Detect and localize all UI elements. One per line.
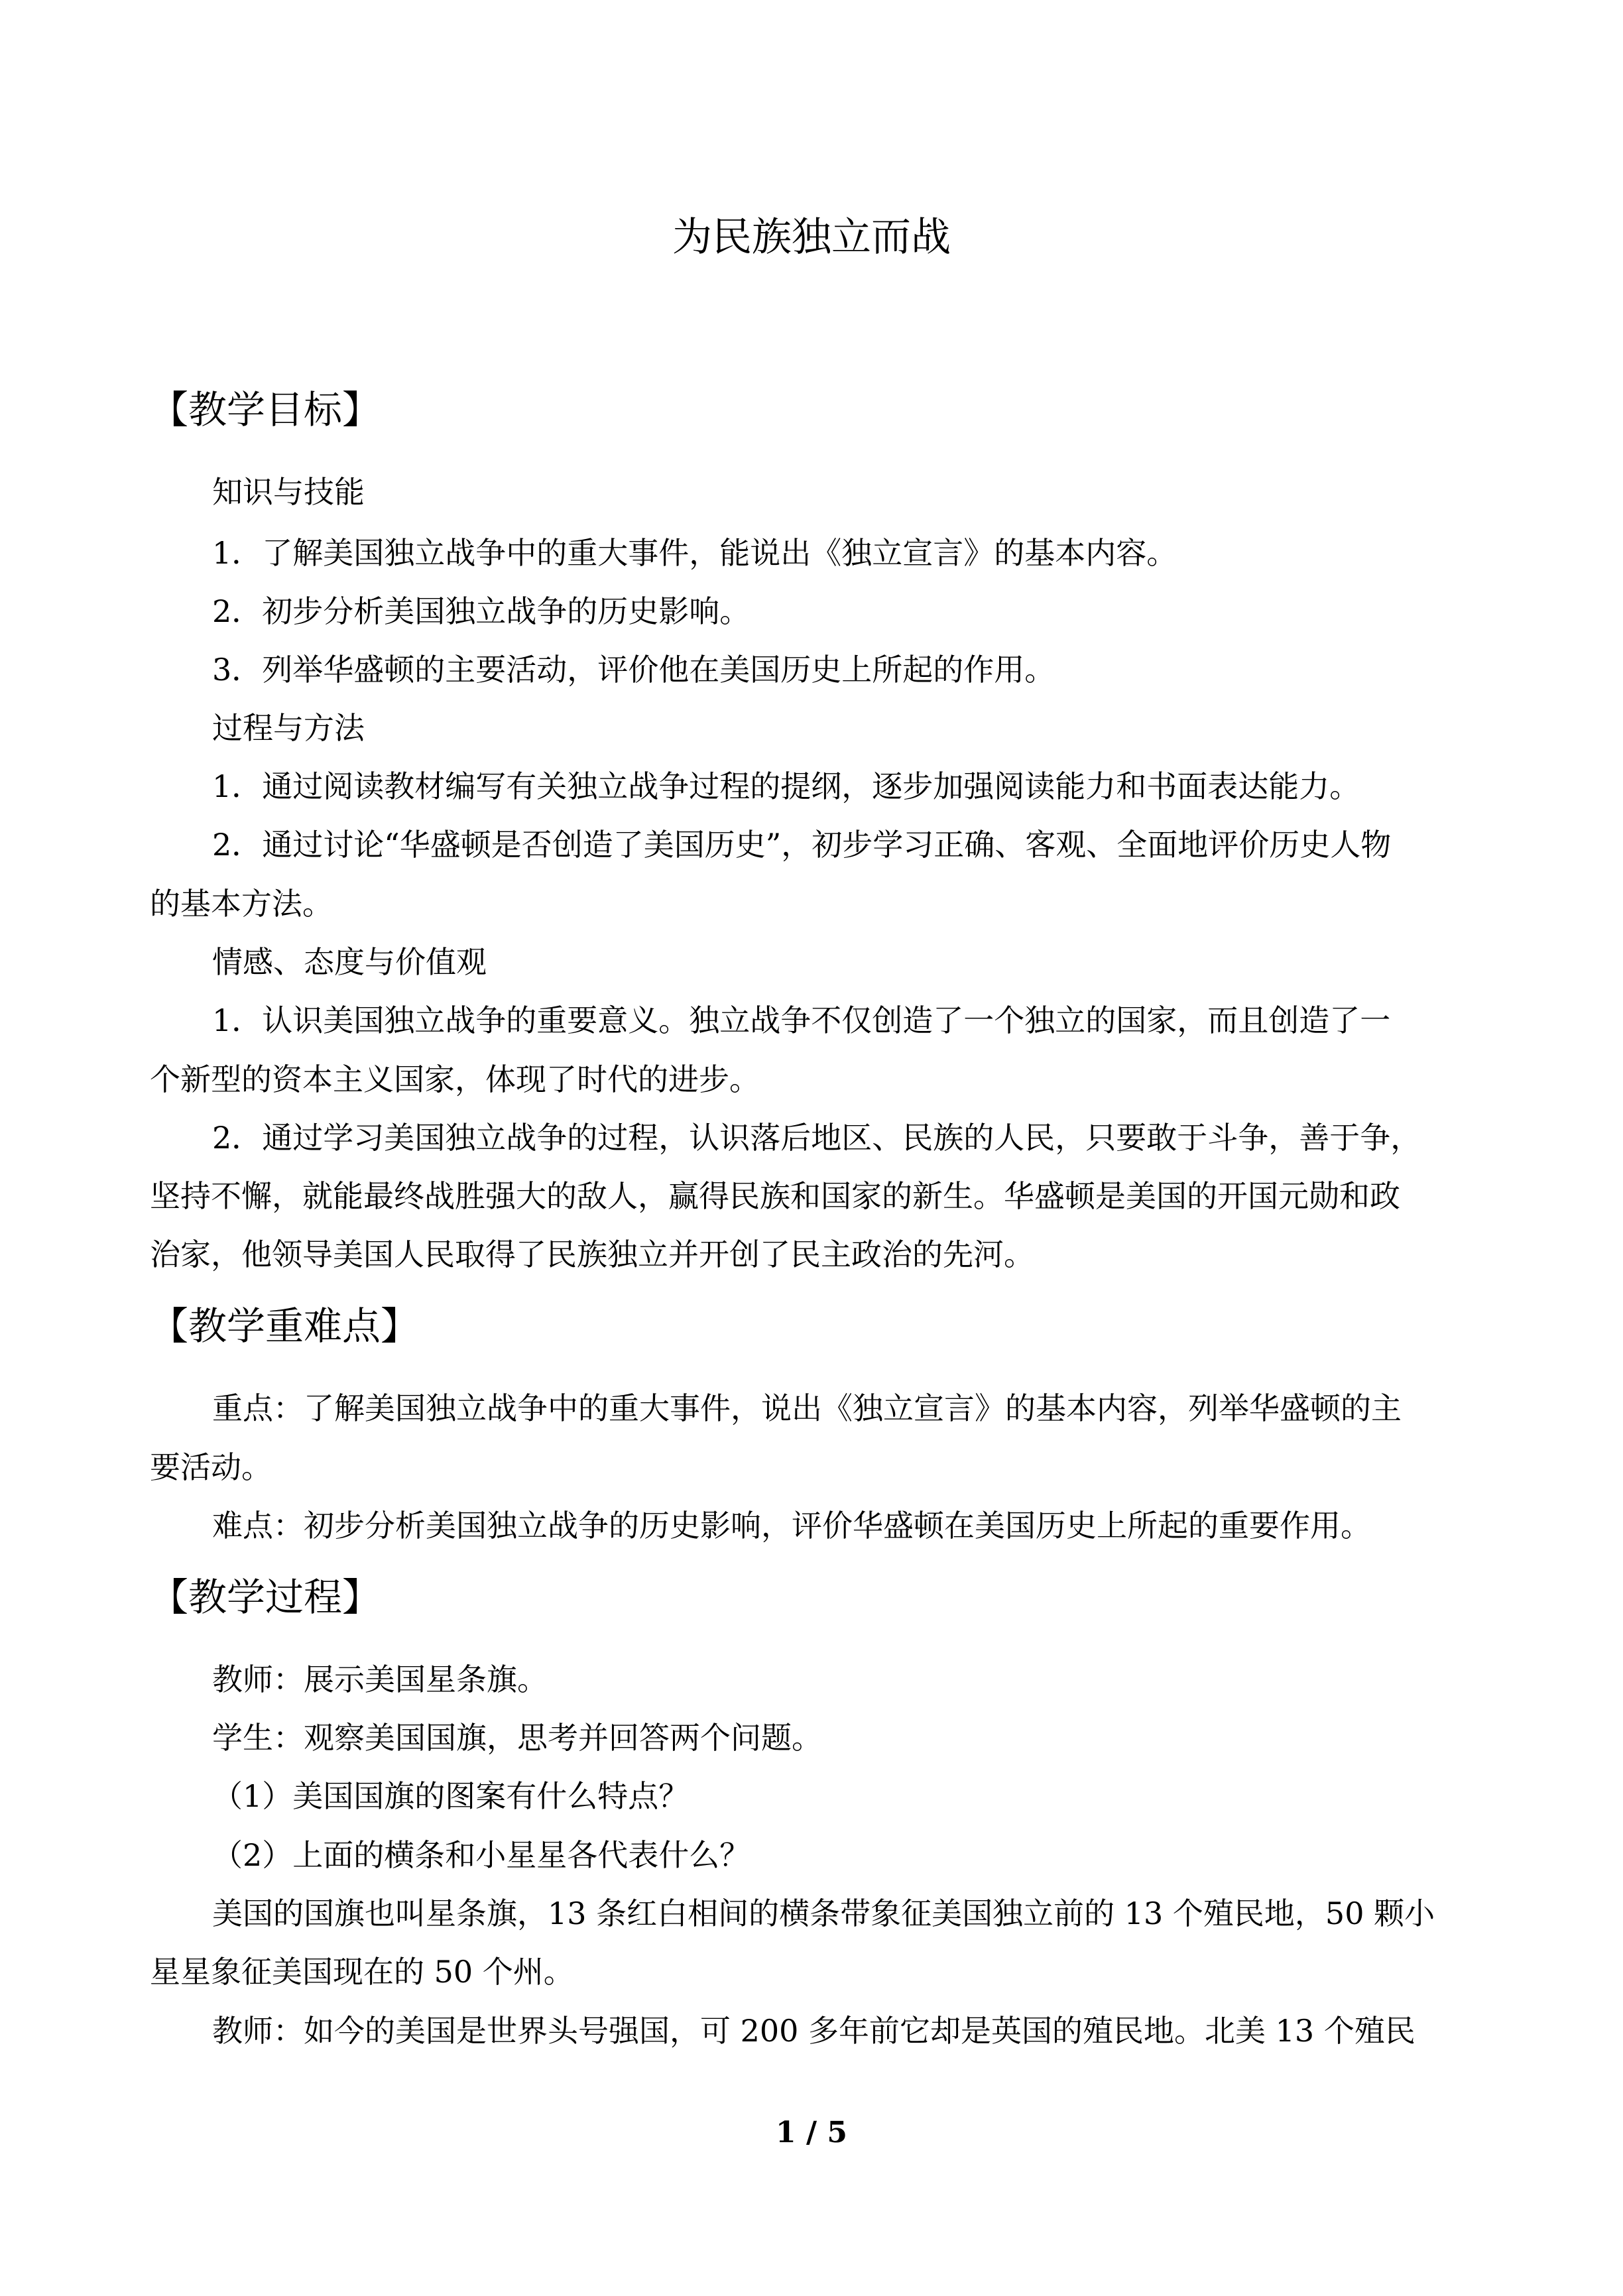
process-item-2-line-1: 2．通过讨论“华盛顿是否创造了美国历史”，初步学习正确、客观、全面地评价历史人物 (212, 827, 1392, 863)
process-item-2-line-2: 的基本方法。 (150, 886, 333, 922)
section-heading-key-points: 【教学重难点】 (150, 1303, 420, 1349)
subheading-emotion-values: 情感、态度与价值观 (212, 944, 487, 980)
key-point-line-2: 要活动。 (150, 1449, 272, 1485)
teacher-line-2: 教师：如今的美国是世界头号强国，可 200 多年前它却是英国的殖民地。北美 13 个殖民 (212, 2013, 1415, 2049)
emotion-item-1-line-2: 个新型的资本主义国家，体现了时代的进步。 (150, 1061, 760, 1097)
difficult-point-line: 难点：初步分析美国独立战争的历史影响，评价华盛顿在美国历史上所起的重要作用。 (212, 1508, 1371, 1543)
section-heading-teaching-process: 【教学过程】 (150, 1575, 381, 1620)
knowledge-item-2: 2．初步分析美国独立战争的历史影响。 (212, 593, 751, 629)
teacher-line-1: 教师：展示美国星条旗。 (212, 1662, 548, 1697)
question-2: （2）上面的横条和小星星各代表什么？ (212, 1837, 751, 1873)
emotion-item-2-line-3: 治家，他领导美国人民取得了民族独立并开创了民主政治的先河。 (150, 1237, 1034, 1272)
knowledge-item-1: 1．了解美国独立战争中的重大事件，能说出《独立宣言》的基本内容。 (212, 535, 1177, 571)
process-item-1: 1．通过阅读教材编写有关独立战争过程的提纲，逐步加强阅读能力和书面表达能力。 (212, 768, 1360, 804)
document-title: 为民族独立而战 (672, 214, 951, 261)
knowledge-item-3: 3．列举华盛顿的主要活动，评价他在美国历史上所起的作用。 (212, 652, 1055, 688)
section-heading-objectives: 【教学目标】 (150, 387, 381, 432)
subheading-knowledge-skills: 知识与技能 (212, 474, 365, 510)
flag-line-2: 星星象征美国现在的 50 个州。 (150, 1954, 574, 1990)
emotion-item-2-line-2: 坚持不懈，就能最终战胜强大的敌人，赢得民族和国家的新生。华盛顿是美国的开国元勋和政 (150, 1178, 1400, 1214)
student-line: 学生：观察美国国旗，思考并回答两个问题。 (212, 1720, 822, 1756)
subheading-process-methods: 过程与方法 (212, 710, 365, 746)
question-1: （1）美国国旗的图案有什么特点？ (212, 1778, 690, 1814)
emotion-item-2-line-1: 2．通过学习美国独立战争的过程，认识落后地区、民族的人民，只要敢于斗争，善于争， (212, 1120, 1421, 1156)
page-number: 1 / 5 (776, 2116, 847, 2149)
emotion-item-1-line-1: 1．认识美国独立战争的重要意义。独立战争不仅创造了一个独立的国家，而且创造了一 (212, 1002, 1391, 1038)
key-point-line-1: 重点：了解美国独立战争中的重大事件，说出《独立宣言》的基本内容，列举华盛顿的主 (212, 1390, 1402, 1426)
flag-line-1: 美国的国旗也叫星条旗，13 条红白相间的横条带象征美国独立前的 13 个殖民地，50 颗小 (212, 1896, 1435, 1931)
